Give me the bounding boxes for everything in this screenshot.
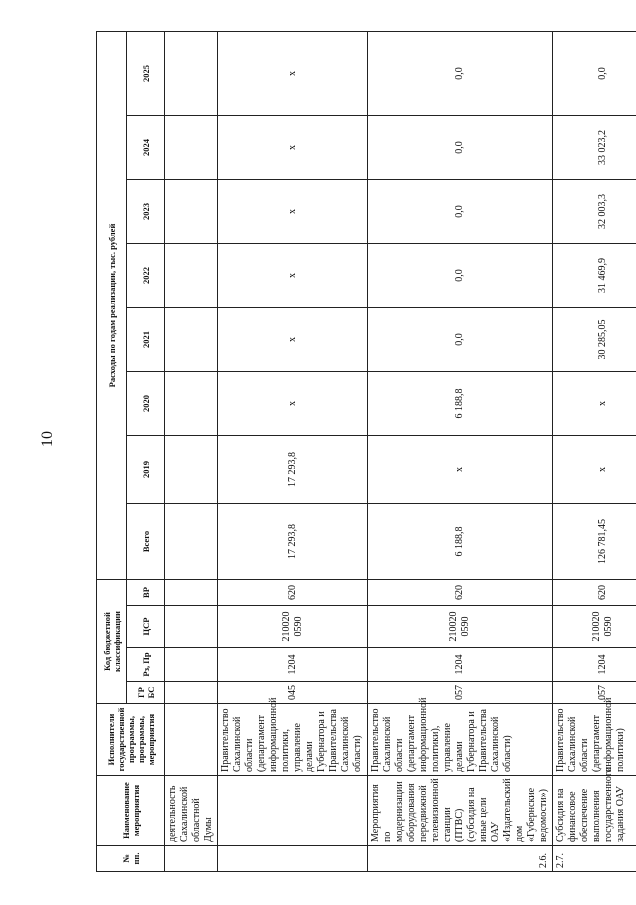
row-grbs: 057 [368,682,553,704]
header-year-2021: 2021 [127,308,165,372]
row-year-2021: 30 285,05 [553,308,636,372]
row-year-2024: 0,0 [368,116,553,180]
row-executor: Правительство Сахалинской области (департамент информационной политики), управление делами Губернатора и Правительства Сахалинской области) [368,704,553,776]
row-num [165,846,218,872]
rotated-page [96,32,626,872]
row-year-2025: х [218,31,368,115]
header-year-2019: 2019 [127,436,165,504]
row-year-2025: 0,0 [368,31,553,115]
row-csr: 210020 0590 [218,606,368,648]
row-total: 17 293,8 [218,504,368,580]
row-csr [165,606,218,648]
row-executor: Правительство Сахалинской области (департамент информационной политики, управление делами Губернатора и Правительства Сахалинской области) [218,704,368,776]
row-num: 2.6. [368,846,553,872]
table-row [553,31,636,871]
row-year-2022: 31 469,9 [553,244,636,308]
row-year-2024 [165,116,218,180]
header-csr: ЦСР [127,606,165,648]
row-total [165,504,218,580]
row-rzpr: 1204 [218,648,368,682]
header-executor: Исполнители государственной программы, программы, мероприятия [97,704,165,776]
table-row [165,31,218,871]
row-year-2020: х [553,372,636,436]
row-year-2022: х [218,244,368,308]
header-year-2024: 2024 [127,116,165,180]
row-year-2020: 6 188,8 [368,372,553,436]
header-year-2022: 2022 [127,244,165,308]
row-num: 2.7. [553,846,636,872]
row-year-2025: 0,0 [553,31,636,115]
header-name: Наименование мероприятия [97,776,165,846]
row-rzpr: 1204 [553,648,636,682]
row-name: Субсидия на финансовое обеспечение выполнения государственного задания ОАУ [553,776,636,846]
row-year-2025 [165,31,218,115]
row-year-2024: 33 023,2 [553,116,636,180]
row-name: деятельность Сахалинской областной Думы [165,776,218,846]
header-grbs: ГР БС [127,682,165,704]
header-rzpr: Рз, Пр [127,648,165,682]
row-year-2021: х [218,308,368,372]
header-year-2020: 2020 [127,372,165,436]
row-grbs: 057 [553,682,636,704]
row-year-2021: 0,0 [368,308,553,372]
row-vr: 620 [218,580,368,606]
row-year-2022: 0,0 [368,244,553,308]
header-year-2025: 2025 [127,31,165,115]
row-vr: 620 [553,580,636,606]
row-num [218,846,368,872]
row-csr: 210020 0590 [368,606,553,648]
row-executor [165,704,218,776]
row-name [218,776,368,846]
row-year-2019 [165,436,218,504]
row-grbs: 045 [218,682,368,704]
row-year-2019: х [368,436,553,504]
row-year-2020 [165,372,218,436]
header-budget-group: Код бюджетной классификации [97,580,127,704]
row-year-2023: х [218,180,368,244]
row-year-2023 [165,180,218,244]
page-number: 10 [39,431,56,447]
row-year-2019: 17 293,8 [218,436,368,504]
row-grbs [165,682,218,704]
row-year-2019: х [553,436,636,504]
row-total: 6 188,8 [368,504,553,580]
row-csr: 210020 0590 [553,606,636,648]
row-rzpr [165,648,218,682]
table-row [218,31,368,871]
header-row-1 [97,31,127,871]
row-year-2023: 32 003,3 [553,180,636,244]
row-vr [165,580,218,606]
header-total: Всего [127,504,165,580]
table-row [368,31,553,871]
row-year-2022 [165,244,218,308]
header-num: № пп. [97,846,165,872]
header-vr: ВР [127,580,165,606]
row-total: 126 781,45 [553,504,636,580]
budget-table [96,31,636,872]
row-year-2023: 0,0 [368,180,553,244]
row-year-2021 [165,308,218,372]
row-executor: Правительство Сахалинской области (департамент информационной политики) [553,704,636,776]
header-year-2023: 2023 [127,180,165,244]
row-year-2020: х [218,372,368,436]
row-vr: 620 [368,580,553,606]
row-rzpr: 1204 [368,648,553,682]
header-expenses-group: Расходы по годам реализации, тыс. рублей [97,31,127,579]
row-name: Мероприятия по модернизации оборудования передвижной телевизионной станции (ПТВС) (субсидия на иные цели ОАУ «Издательский дом «Губернские ведомости») [368,776,553,846]
row-year-2024: х [218,116,368,180]
